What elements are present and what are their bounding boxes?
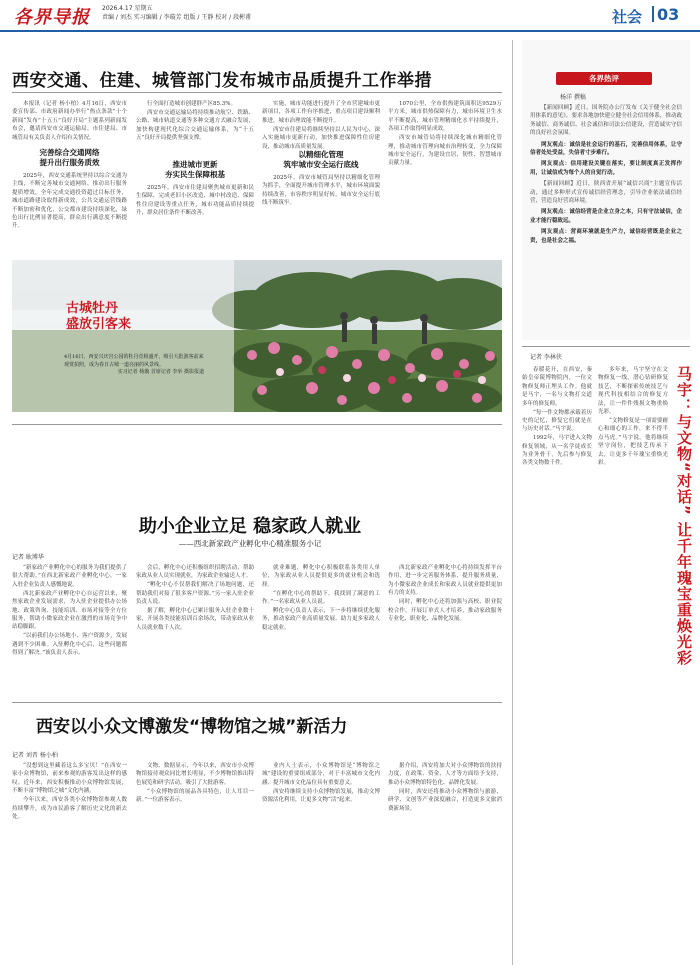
photo-title: 古城牡丹 盛放引客来 [66, 301, 132, 332]
paragraph: 2025年，西安市住建局聚焦城市更新和民生保障，完成老旧小区改造、城中村改造、保障性住房建设等重点任务，城市功能品质持续提升，群众居住条件不断改善。 [136, 185, 254, 217]
paragraph: “新家政产业孵化中心的服务为我们提供了很大帮助。”在西北新家政产业孵化中心，一家入驻企业负责人感慨地说。 [12, 565, 127, 588]
peony-garden-image [12, 260, 502, 412]
paragraph: 西安将继续支持小众博物馆发展，推动文博资源活化利用，让更多文物“活”起来。 [262, 788, 380, 804]
article1-subhead-1: 完善综合交通网络 提升出行服务质效 [39, 148, 100, 167]
page-number: 03 [657, 5, 680, 24]
issue-info [102, 4, 251, 22]
commentary-body [530, 104, 682, 336]
article3-col1 [12, 762, 127, 967]
paragraph: “在孵化中心的帮助下，我找到了满意的工作。”一名家政从业人员说。 [262, 590, 380, 606]
article2-col4 [388, 564, 502, 698]
article1-col2 [136, 100, 254, 155]
paragraph: 西北新家政产业孵化中心自运营以来，聚焦家政企业发展需求，为入驻企业提供办公场地、政策咨询、技能培训、市场对接等全方位服务，帮助小微家政企业在激烈的市场竞争中站稳脚跟。 [12, 590, 127, 631]
article4-col1 [522, 366, 592, 964]
paragraph: 据了解，孵化中心已累计服务入驻企业数十家，开展各类技能培训百余场次，带动家政从业人员就业数千人次。 [136, 608, 254, 631]
newspaper-logo: 各界导报 [14, 7, 90, 28]
divider [12, 702, 502, 703]
article4-byline: 记者 李林侠 [530, 354, 562, 361]
article1-col4 [388, 100, 502, 256]
article3-col2 [136, 762, 254, 967]
paragraph: 西安市交通运输局将持续推动航空、铁路、公路、城市轨道交通等多种交通方式融合发展，加快构建现代化综合交通运输体系，为“十五五”良好开局提供坚强支撑。 [136, 109, 254, 142]
paragraph: 同时，孵化中心还将加强与高校、职业院校合作，开展订单式人才培养，推动家政服务专业化、职业化、品牌化发展。 [388, 599, 502, 622]
paragraph: 【新闻回顾】近日，国务院办公厅发布《关于健全社会信用体系的意见》，要求各地加快建立健全社会信用体系，推动政务诚信、商务诚信、社会诚信和司法公信建设，营造诚实守信的良好社会氛围。 [530, 105, 682, 137]
paragraph: 1070公里，全市供热建筑面积达9529万平方米，城市供热保障有力，城市环境卫生水平不断提高，城市管理精细化水平持续提升，各项工作取得明显成效。 [388, 101, 502, 133]
divider [12, 92, 502, 93]
paragraph: 2025年，西安市城管局坚持以精细化管理为抓手，全面提升城市管理水平，城市环境面貌持续改善，市容秩序明显好转，城市安全运行底线不断筑牢。 [262, 175, 380, 207]
paragraph: 网友观点：诚信是社会运行的基石，完善信用体系，让守信者处处受益，失信者寸步难行。 [530, 141, 682, 157]
paragraph: 业内人士表示，小众博物馆是“博物馆之城”建设的重要组成部分，对于丰富城市文化内涵、提升城市文化品位具有重要意义。 [262, 763, 380, 786]
article3-col4 [388, 762, 502, 967]
article1-col1b [12, 172, 127, 256]
divider [12, 424, 502, 425]
article2-headline: 助小企业立足 稳家政人就业 [138, 516, 362, 537]
article2-col1 [12, 564, 127, 698]
paragraph: 据介绍，西安将加大对小众博物馆的扶持力度，在政策、资金、人才等方面给予支持，推动小众博物馆特色化、品牌化发展。 [388, 763, 502, 786]
paragraph: 孵化中心负责人表示，下一步将继续优化服务，推动家政产业高质量发展，助力更多家政人稳定就业。 [262, 608, 380, 631]
commentary-tag: 各界热评 [556, 72, 652, 85]
paragraph: 【新闻回顾】近日，陕西省开展“诚信兴商”主题宣传活动，通过多种形式宣传诚信经营理念，引导企业依法诚信经营，营造良好营商环境。 [530, 181, 682, 205]
editor-credits: 责编 / 刘杰 实习编辑 / 李璇芳 组版 / 王静 校对 / 段彬甫 [102, 14, 252, 21]
paragraph: 西北新家政产业孵化中心将持续发挥平台作用，进一步完善服务体系，提升服务质量，为小微家政企业成长和家政人员就业提供更加有力的支持。 [388, 565, 502, 597]
article1-col2b [136, 184, 254, 256]
paragraph: “每一件文物都承载着历史的记忆，修复它们就是在与历史对话。”马宇说。 [522, 409, 592, 433]
masthead [0, 0, 700, 32]
article2-byline: 记者 耿博华 [12, 554, 44, 561]
photo-caption [64, 354, 204, 377]
article1-col1 [12, 100, 127, 150]
photo-caption-text: 4月16日，西安兴庆宫公园的牡丹竞相盛开，吸引大批游客前来观赏拍照，成为春日古城一道亮丽的风景线。 [64, 354, 204, 368]
paragraph: 春暖花开，在西安，秦始皇帝陵博物院内，一位文物修复师正埋头工作。他就是马宇，一名与文物打交道多年的修复师。 [522, 367, 592, 407]
paragraph: “孵化中心不仅帮我们解决了场地问题，还帮助我们对接了很多客户资源。”另一家入驻企业负责人说。 [136, 582, 254, 606]
section-name: 社会 [612, 8, 643, 26]
paragraph: 文物、数据显示，今年以来，西安市小众博物馆接待观众同比增长明显，不少博物馆推出特色展览和研学活动，吸引了大批游客。 [136, 763, 254, 786]
column-divider [512, 40, 513, 965]
paragraph: 本报讯（记者 杨小柏）4月16日，西安市委宣传部、市政府新闻办举行“热点条款”十个新闻“发布”十五五”良好开局”主题系列新闻发布会，邀请西安市交通运输局、市住建局、市城管局有关负责人介绍有关情况。 [12, 101, 127, 141]
page-separator [652, 6, 654, 22]
article4-col2 [598, 366, 668, 964]
commentary-author: 杨洋 撰稿 [560, 94, 586, 101]
peony-photo [12, 260, 502, 412]
paragraph: “没想到这里藏着这么多宝贝！”在西安一家小众博物馆，前来参观的游客发出这样的感叹。近年来，西安积极推动小众博物馆发展，不断丰富“博物馆之城”文化内涵。 [12, 763, 127, 795]
paragraph: “小众博物馆的展品各具特色，让人耳目一新。”一位游客表示。 [136, 788, 254, 804]
paragraph: 同时，西安还将推动小众博物馆与旅游、研学、文创等产业深度融合，打造更多文旅消费新场景。 [388, 788, 502, 812]
paragraph: 会后，孵化中心还积极组织招聘活动，帮助家政从业人员实现就业，为家政企业输送人才。 [136, 565, 254, 580]
paragraph: 网友观点：诚信经营是企业立身之本，只有守法诚信，企业才能行稳致远。 [530, 209, 682, 224]
paragraph: 多年来，马宇坚守在文物修复一线，潜心钻研修复技艺，不断探索传统技艺与现代科技相结合的修复方法，让一件件残损文物重焕光彩。 [598, 367, 668, 416]
article3-col3 [262, 762, 380, 967]
article2-subtitle: ——西北新家政产业孵化中心精准服务小记 [178, 539, 322, 548]
article1-col3 [262, 100, 380, 150]
article1-headline: 西安交通、住建、城管部门发布城市品质提升工作举措 [12, 71, 432, 91]
article4-headline: 马宇：与文物“对话” 让千年瑰宝重焕光彩 [675, 366, 693, 666]
divider [522, 346, 690, 347]
paragraph: “以前我们办公场地小、客户资源少，发展遇到不少困难。入驻孵化中心后，这些问题都得到了解决。”该负责人表示。 [12, 633, 127, 657]
photo-credit: 实习记者 杨璇 首席记者 李举 摄影报道 [117, 369, 204, 375]
paragraph: 网友观点：营商环境就是生产力，诚信经营既是企业之责，也是社会之福。 [530, 229, 682, 244]
issue-date: 2026.4.17 星期五 [102, 5, 153, 12]
article3-headline: 西安以小众文博激发“博物馆之城”新活力 [36, 717, 348, 737]
paragraph: 网友观点：信用建设关键在落实，要让制度真正发挥作用，让诚信成为每个人的自觉行动。 [530, 161, 682, 176]
paragraph: 就业难题，孵化中心积极联系各类用人单位，为家政从业人员提供更多的就业机会和选择。 [262, 565, 380, 588]
paragraph: 西安市城管局将持续深化城市精细化管理，推动城市管理向城市治理转变，全力保障城市安全运行，为建设宜居、韧性、智慧城市贡献力量。 [388, 135, 502, 167]
paragraph: 实施，城市功能进行提升了全市营建城市更新项目，各项工作有序推进，重点项目建设顺利推进，城市治理效能不断提升。 [262, 101, 380, 124]
paragraph: 西安市住建局将继续坚持以人民为中心，深入实施城市更新行动，加快推进保障性住房建设，推动城市高质量发展。 [262, 126, 380, 150]
paragraph: 行全面打造城市创建群产区85.3%。 [147, 101, 236, 107]
article1-subhead-2: 推进城市更新 夯实民生保障根基 [165, 160, 225, 179]
paragraph: 1992年，马宇进入文物修复领域，从一名学徒成长为业务骨干，先后参与修复各类文物数千件。 [522, 435, 592, 467]
article3-byline: 记者 刘晋 杨小柏 [12, 752, 58, 759]
article2-col2 [136, 564, 254, 698]
paragraph: “文物修复是一项需要耐心和细心的工作，来不得半点马虎。”马宇说，他将继续坚守岗位，把技艺传承下去，让更多千年瑰宝重焕光彩。 [598, 417, 668, 466]
article1-col3b [262, 174, 380, 256]
paragraph: 2025年，西安交通系统坚持以综合交通为主线，不断完善城市交通网络、推动出行服务提质增效，全年完成交通投资超过目标任务，城市道路建设取得新成效，公共交通运营线路不断加密和优化，公交都市建设持续深化，绿色出行比例显著提高，群众出行满意度不断提升。 [12, 173, 127, 230]
paragraph: 今年以来，西安各类小众博物馆参观人数持续攀升，成为市民游客了解历史文化的新去处。 [12, 797, 127, 820]
article1-subhead-3: 以精细化管理 筑牢城市安全运行底线 [283, 150, 359, 169]
article2-col3 [262, 564, 380, 698]
